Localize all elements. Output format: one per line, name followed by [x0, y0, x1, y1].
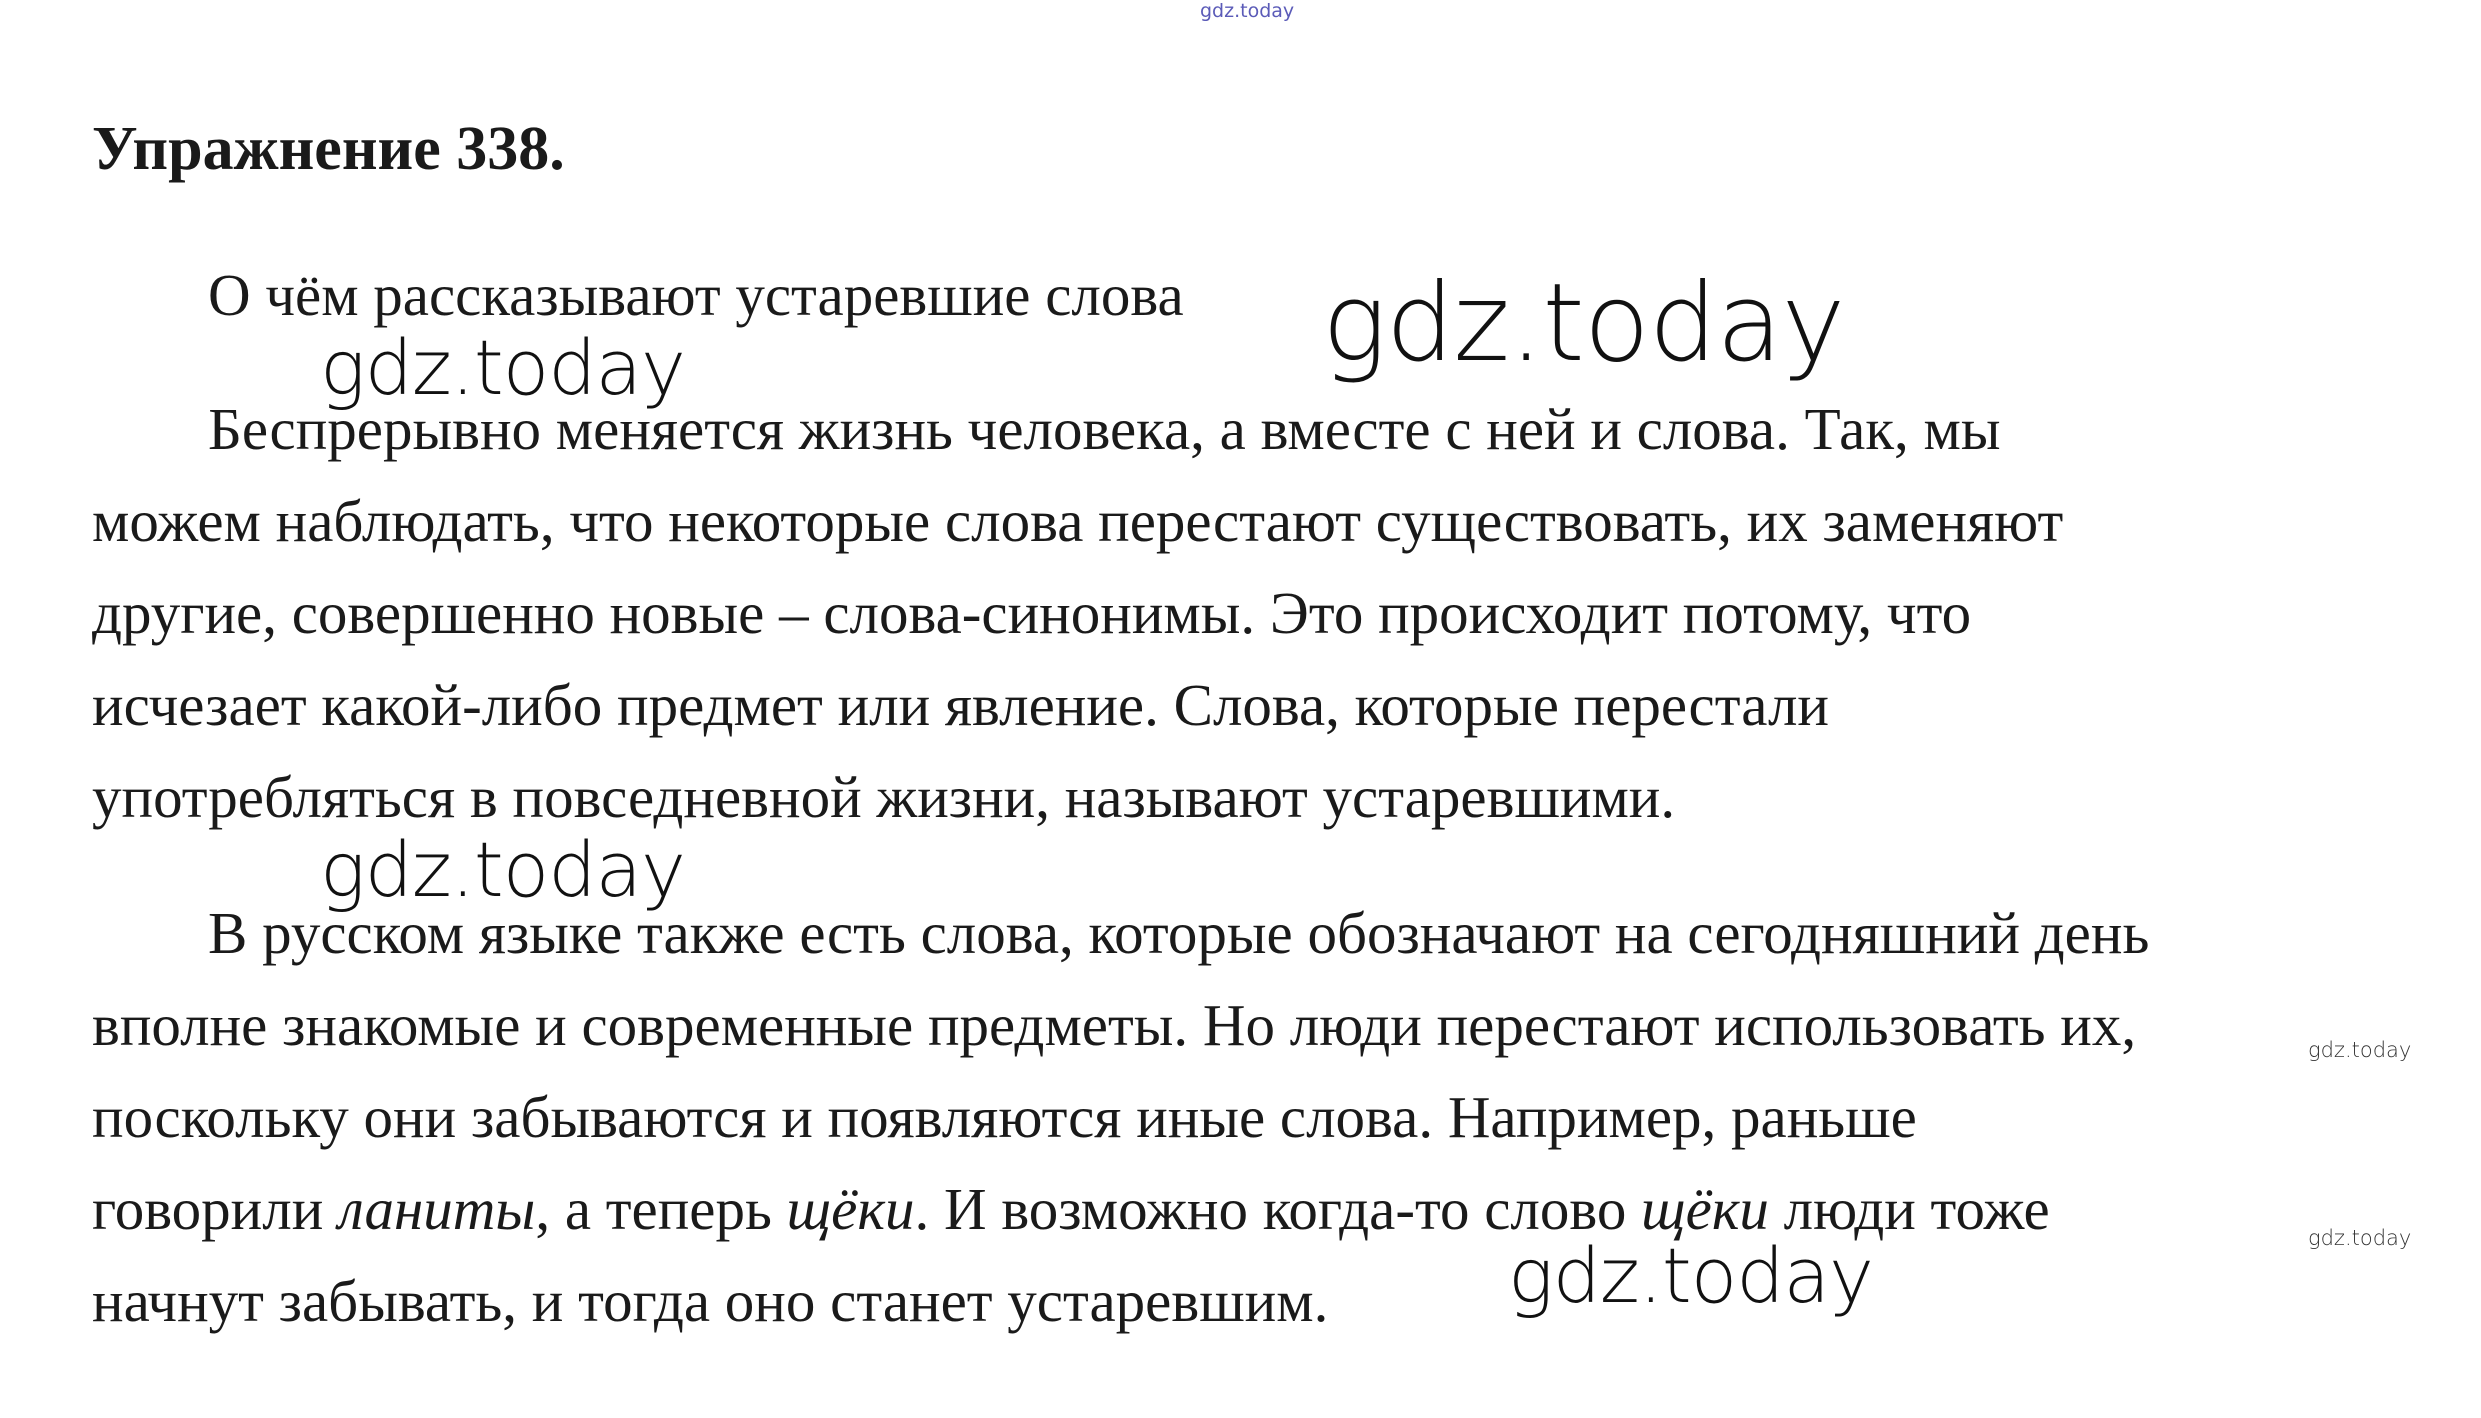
watermark-top: gdz.today: [1200, 0, 1295, 22]
line4-text-2: , а теперь: [535, 1176, 787, 1242]
paragraph2-line2: вполне знакомые и современные предметы. Но люди перестают использовать их,: [92, 992, 2137, 1058]
watermark-large: gdz.today: [1322, 261, 1845, 386]
exercise-title: Упражнение 338.: [92, 115, 565, 183]
paragraph1-line3: другие, совершенно новые – слова-синонимы. Это происходит потому, что: [92, 580, 1972, 646]
paragraph2-line5: начнут забывать, и тогда оно станет устаревшим.: [92, 1268, 1329, 1334]
watermark-medium-2: gdz.today: [320, 825, 685, 914]
text-heading: О чём рассказывают устаревшие слова: [208, 262, 1184, 328]
watermark-medium-1: gdz.today: [320, 323, 685, 412]
word-shcheki: щёки: [786, 1176, 915, 1242]
watermark-small-1: gdz.today: [2308, 1038, 2412, 1062]
watermark-medium-3: gdz.today: [1508, 1231, 1873, 1320]
paragraph1-line2: можем наблюдать, что некоторые слова перестают существовать, их заменяют: [92, 488, 2064, 554]
paragraph2-line3: поскольку они забываются и появляются иные слова. Например, раньше: [92, 1084, 1917, 1150]
line4-text-1: говорили: [92, 1176, 339, 1242]
line4-text-4: люди тоже: [1768, 1176, 2050, 1242]
paragraph1-line1: Беспрерывно меняется жизнь человека, а вместе с ней и слова. Так, мы: [208, 396, 2001, 462]
word-lanity: ланиты: [338, 1176, 536, 1242]
paragraph1-line5: употребляться в повседневной жизни, называют устаревшими.: [92, 764, 1676, 830]
line4-text-3: . И возможно когда-то слово: [914, 1176, 1642, 1242]
watermark-small-2: gdz.today: [2308, 1226, 2412, 1250]
word-shcheki-2: щёки: [1641, 1176, 1769, 1242]
paragraph1-line4: исчезает какой-либо предмет или явление. Слова, которые перестали: [92, 672, 1829, 738]
paragraph2-line1: В русском языке также есть слова, которые обозначают на сегодняшний день: [208, 900, 2150, 966]
